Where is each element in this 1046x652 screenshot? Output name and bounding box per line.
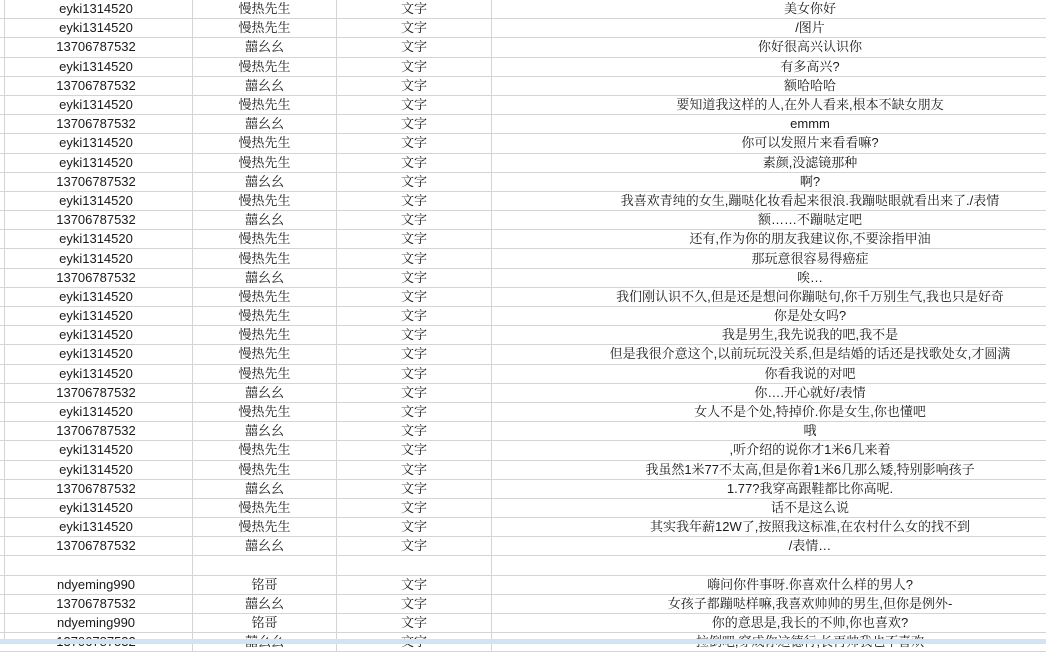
cell-message-type[interactable]: 文字 — [337, 0, 492, 18]
table-row — [0, 441, 1046, 460]
cell-message-text[interactable]: 唉… — [796, 269, 823, 285]
cell-message-type[interactable]: 文字 — [337, 154, 492, 172]
table-row — [0, 0, 1046, 19]
cell-nickname[interactable]: 慢热先生 — [193, 307, 337, 325]
cell-nickname[interactable]: 慢热先生 — [193, 499, 337, 517]
table-row — [0, 556, 1046, 575]
table-row — [0, 499, 1046, 518]
table-row — [0, 269, 1046, 288]
cell-message-text[interactable]: 哦 — [803, 423, 817, 439]
table-row — [0, 518, 1046, 537]
cell-message-type[interactable]: 文字 — [337, 461, 492, 479]
cell-account-id[interactable]: eyki1314520 — [0, 192, 193, 210]
cell-message-type[interactable]: 文字 — [337, 173, 492, 191]
cell-account-id[interactable]: 13706787532 — [0, 173, 193, 191]
table-row — [0, 77, 1046, 96]
cell-message-text[interactable]: 我喜欢青纯的女生,蹦哒化妆看起来很浪.我蹦哒眼就看出来了./表情 — [620, 192, 1000, 208]
cell-account-id[interactable]: ndyeming990 — [0, 576, 193, 594]
table-row — [0, 134, 1046, 153]
cell-message-text[interactable]: 1.77?我穿高跟鞋都比你高呢. — [726, 480, 894, 496]
cell-message-type[interactable]: 文字 — [337, 422, 492, 440]
cell-message-text[interactable]: 你….开心就好/表情 — [754, 384, 866, 400]
cell-message-type[interactable]: 文字 — [337, 58, 492, 76]
cell-message-text[interactable]: 话不是这么说 — [770, 499, 849, 515]
cell-message-type[interactable]: 文字 — [337, 307, 492, 325]
cell-nickname[interactable]: 慢热先生 — [193, 441, 337, 459]
table-row — [0, 96, 1046, 115]
cell-message-type[interactable]: 文字 — [337, 211, 492, 229]
cell-message-type[interactable]: 文字 — [337, 288, 492, 306]
cell-account-id[interactable]: eyki1314520 — [0, 288, 193, 306]
cell-nickname[interactable]: 囍幺幺 — [193, 38, 337, 56]
table-row — [0, 422, 1046, 441]
cell-message-text[interactable]: 美女你好 — [783, 1, 836, 17]
cell-nickname[interactable]: 囍幺幺 — [193, 269, 337, 287]
cell-account-id[interactable]: eyki1314520 — [0, 134, 193, 152]
cell-nickname[interactable]: 慢热先生 — [193, 134, 337, 152]
cell-message-type[interactable]: 文字 — [337, 269, 492, 287]
cell-account-id[interactable]: 13706787532 — [0, 384, 193, 402]
cell-message-text[interactable]: 要知道我这样的人,在外人看来,根本不缺女朋友 — [676, 97, 944, 113]
table-row — [0, 58, 1046, 77]
cell-message-text[interactable]: 其实我年薪12W了,按照我这标准,在农村什么女的找不到 — [650, 519, 970, 535]
cell-account-id[interactable]: 13706787532 — [0, 595, 193, 613]
table-row — [0, 461, 1046, 480]
cell-message-type[interactable]: 文字 — [337, 249, 492, 267]
cell-message-type[interactable]: 文字 — [337, 77, 492, 95]
cell-nickname[interactable]: 囍幺幺 — [193, 537, 337, 555]
cell-account-id[interactable]: 13706787532 — [0, 480, 193, 498]
cell-message-type[interactable]: 文字 — [337, 365, 492, 383]
cell-nickname[interactable]: 慢热先生 — [193, 365, 337, 383]
table-row — [0, 115, 1046, 134]
cell-nickname[interactable]: 慢热先生 — [193, 19, 337, 37]
cell-message-text[interactable]: 你是处女吗? — [773, 308, 847, 324]
cell-account-id[interactable]: eyki1314520 — [0, 461, 193, 479]
table-row — [0, 403, 1046, 422]
cell-message-type[interactable]: 文字 — [337, 403, 492, 421]
cell-nickname[interactable]: 囍幺幺 — [193, 422, 337, 440]
cell-message-type[interactable]: 文字 — [337, 595, 492, 613]
cell-message-text[interactable]: 额……不蹦哒定吧 — [757, 212, 862, 228]
cell-account-id[interactable]: eyki1314520 — [0, 58, 193, 76]
cell-message-type[interactable]: 文字 — [337, 96, 492, 114]
cell-message-type[interactable]: 文字 — [337, 614, 492, 632]
table-row — [0, 154, 1046, 173]
cell-message-text[interactable]: 你看我说的对吧 — [764, 365, 856, 381]
cell-message-type[interactable]: 文字 — [337, 230, 492, 248]
cell-account-id[interactable]: eyki1314520 — [0, 518, 193, 536]
cell-nickname[interactable]: 慢热先生 — [193, 461, 337, 479]
cell-account-id[interactable]: eyki1314520 — [0, 326, 193, 344]
cell-nickname[interactable]: 囍幺幺 — [193, 173, 337, 191]
cell-nickname[interactable]: 囍幺幺 — [193, 115, 337, 133]
cell-account-id[interactable]: eyki1314520 — [0, 96, 193, 114]
cell-message-type[interactable]: 文字 — [337, 19, 492, 37]
cell-message-text[interactable]: 你的意思是,我长的不帅,你也喜欢? — [711, 615, 909, 631]
cell-message-text[interactable] — [492, 556, 1046, 574]
cell-message-text[interactable]: 额哈哈哈 — [783, 77, 836, 93]
table-row — [0, 326, 1046, 345]
cell-account-id[interactable]: eyki1314520 — [0, 0, 193, 18]
cell-account-id[interactable]: eyki1314520 — [0, 307, 193, 325]
cell-nickname[interactable]: 囍幺幺 — [193, 595, 337, 613]
table-row — [0, 365, 1046, 384]
cell-nickname[interactable]: 囍幺幺 — [193, 384, 337, 402]
cell-message-text[interactable]: 还有,作为你的朋友我建议你,不要涂指甲油 — [689, 231, 931, 247]
table-row — [0, 288, 1046, 307]
cell-nickname[interactable]: 慢热先生 — [193, 0, 337, 18]
cell-message-type[interactable]: 文字 — [337, 345, 492, 363]
cell-message-text[interactable]: 你好很高兴认识你 — [757, 39, 862, 55]
cell-account-id[interactable]: 13706787532 — [0, 115, 193, 133]
cell-account-id[interactable]: eyki1314520 — [0, 154, 193, 172]
cell-message-text[interactable]: 我是男生,我先说我的吧,我不是 — [721, 327, 899, 343]
cell-nickname[interactable]: 囍幺幺 — [193, 211, 337, 229]
bottom-selection-band — [0, 639, 1046, 644]
cell-account-id[interactable]: eyki1314520 — [0, 345, 193, 363]
cell-message-text[interactable]: emmm — [790, 116, 830, 132]
cell-account-id[interactable]: eyki1314520 — [0, 441, 193, 459]
cell-message-type[interactable]: 文字 — [337, 115, 492, 133]
cell-message-type[interactable] — [337, 556, 492, 574]
table-row — [0, 249, 1046, 268]
table-row — [0, 211, 1046, 230]
cell-nickname[interactable]: 囍幺幺 — [193, 480, 337, 498]
cell-message-type[interactable]: 文字 — [337, 441, 492, 459]
table-row — [0, 614, 1046, 633]
table-row — [0, 230, 1046, 249]
cell-message-type[interactable]: 文字 — [337, 499, 492, 517]
cell-message-text[interactable]: 但是我很介意这个,以前玩玩没关系,但是结婚的话还是找歌处女,才圆满 — [609, 346, 1011, 362]
cell-account-id[interactable] — [0, 556, 193, 574]
table-row — [0, 576, 1046, 595]
table-row — [0, 173, 1046, 192]
cell-account-id[interactable]: ndyeming990 — [0, 614, 193, 632]
cell-nickname[interactable]: 慢热先生 — [193, 288, 337, 306]
cell-message-type[interactable]: 文字 — [337, 576, 492, 594]
cell-account-id[interactable]: eyki1314520 — [0, 249, 193, 267]
cell-nickname[interactable]: 慢热先生 — [193, 154, 337, 172]
cell-nickname[interactable]: 慢热先生 — [193, 518, 337, 536]
cell-account-id[interactable]: eyki1314520 — [0, 403, 193, 421]
table-row — [0, 192, 1046, 211]
table-row — [0, 537, 1046, 556]
cell-message-type[interactable]: 文字 — [337, 326, 492, 344]
cell-message-text[interactable]: ,听介绍的说你才1米6几来着 — [729, 442, 891, 458]
table-row — [0, 307, 1046, 326]
cell-account-id[interactable]: eyki1314520 — [0, 19, 193, 37]
cell-message-text[interactable]: 我们刚认识不久,但是还是想问你蹦哒句,你千万别生气,我也只是好奇 — [616, 288, 1004, 304]
cell-account-id[interactable]: 13706787532 — [0, 422, 193, 440]
table-row — [0, 345, 1046, 364]
cell-message-type[interactable]: 文字 — [337, 38, 492, 56]
cell-message-text[interactable]: 嗨问你件事呀.你喜欢什么样的男人? — [707, 576, 913, 592]
table-row — [0, 19, 1046, 38]
cell-message-text[interactable]: /表情… — [788, 538, 832, 554]
cell-account-id[interactable]: 13706787532 — [0, 77, 193, 95]
cell-nickname[interactable]: 囍幺幺 — [193, 77, 337, 95]
cell-message-text[interactable]: 素颜,没滤镜那种 — [762, 154, 858, 170]
cell-account-id[interactable]: 13706787532 — [0, 269, 193, 287]
cell-message-text[interactable]: 我虽然1米77不太高,但是你着1米6几那么矮,特别影响孩子 — [645, 461, 975, 477]
cell-message-text[interactable]: 那玩意很容易得癌症 — [751, 250, 869, 266]
cell-message-text[interactable]: 你可以发照片来看看嘛? — [741, 135, 879, 151]
cell-account-id[interactable]: eyki1314520 — [0, 230, 193, 248]
cell-account-id[interactable]: eyki1314520 — [0, 499, 193, 517]
cell-nickname[interactable]: 慢热先生 — [193, 58, 337, 76]
cell-account-id[interactable]: 13706787532 — [0, 537, 193, 555]
cell-nickname[interactable]: 慢热先生 — [193, 345, 337, 363]
table-row — [0, 384, 1046, 403]
left-gridline — [4, 0, 5, 644]
cell-nickname[interactable]: 慢热先生 — [193, 403, 337, 421]
cell-nickname[interactable]: 铭哥 — [193, 614, 337, 632]
cell-message-text[interactable]: 女人不是个处,特掉价.你是女生,你也懂吧 — [694, 404, 926, 420]
cell-account-id[interactable]: 13706787532 — [0, 38, 193, 56]
cell-nickname[interactable]: 慢热先生 — [193, 230, 337, 248]
cell-message-type[interactable]: 文字 — [337, 192, 492, 210]
cell-message-type[interactable]: 文字 — [337, 384, 492, 402]
cell-nickname[interactable] — [193, 556, 337, 574]
cell-nickname[interactable]: 慢热先生 — [193, 96, 337, 114]
cell-message-text[interactable]: 女孩子都蹦哒样嘛,我喜欢帅帅的男生,但你是例外- — [667, 595, 953, 611]
table-row — [0, 595, 1046, 614]
cell-account-id[interactable]: 13706787532 — [0, 211, 193, 229]
cell-message-type[interactable]: 文字 — [337, 518, 492, 536]
cell-message-type[interactable]: 文字 — [337, 134, 492, 152]
table-row — [0, 38, 1046, 57]
cell-nickname[interactable]: 铭哥 — [193, 576, 337, 594]
cell-message-type[interactable]: 文字 — [337, 480, 492, 498]
cell-nickname[interactable]: 慢热先生 — [193, 249, 337, 267]
cell-nickname[interactable]: 慢热先生 — [193, 326, 337, 344]
cell-message-type[interactable]: 文字 — [337, 537, 492, 555]
cell-message-text[interactable]: 啊? — [799, 173, 821, 189]
cell-message-text[interactable]: 有多高兴? — [780, 58, 840, 74]
table-row — [0, 480, 1046, 499]
cell-account-id[interactable]: eyki1314520 — [0, 365, 193, 383]
cell-nickname[interactable]: 慢热先生 — [193, 192, 337, 210]
cell-message-text[interactable]: /图片 — [795, 20, 825, 36]
